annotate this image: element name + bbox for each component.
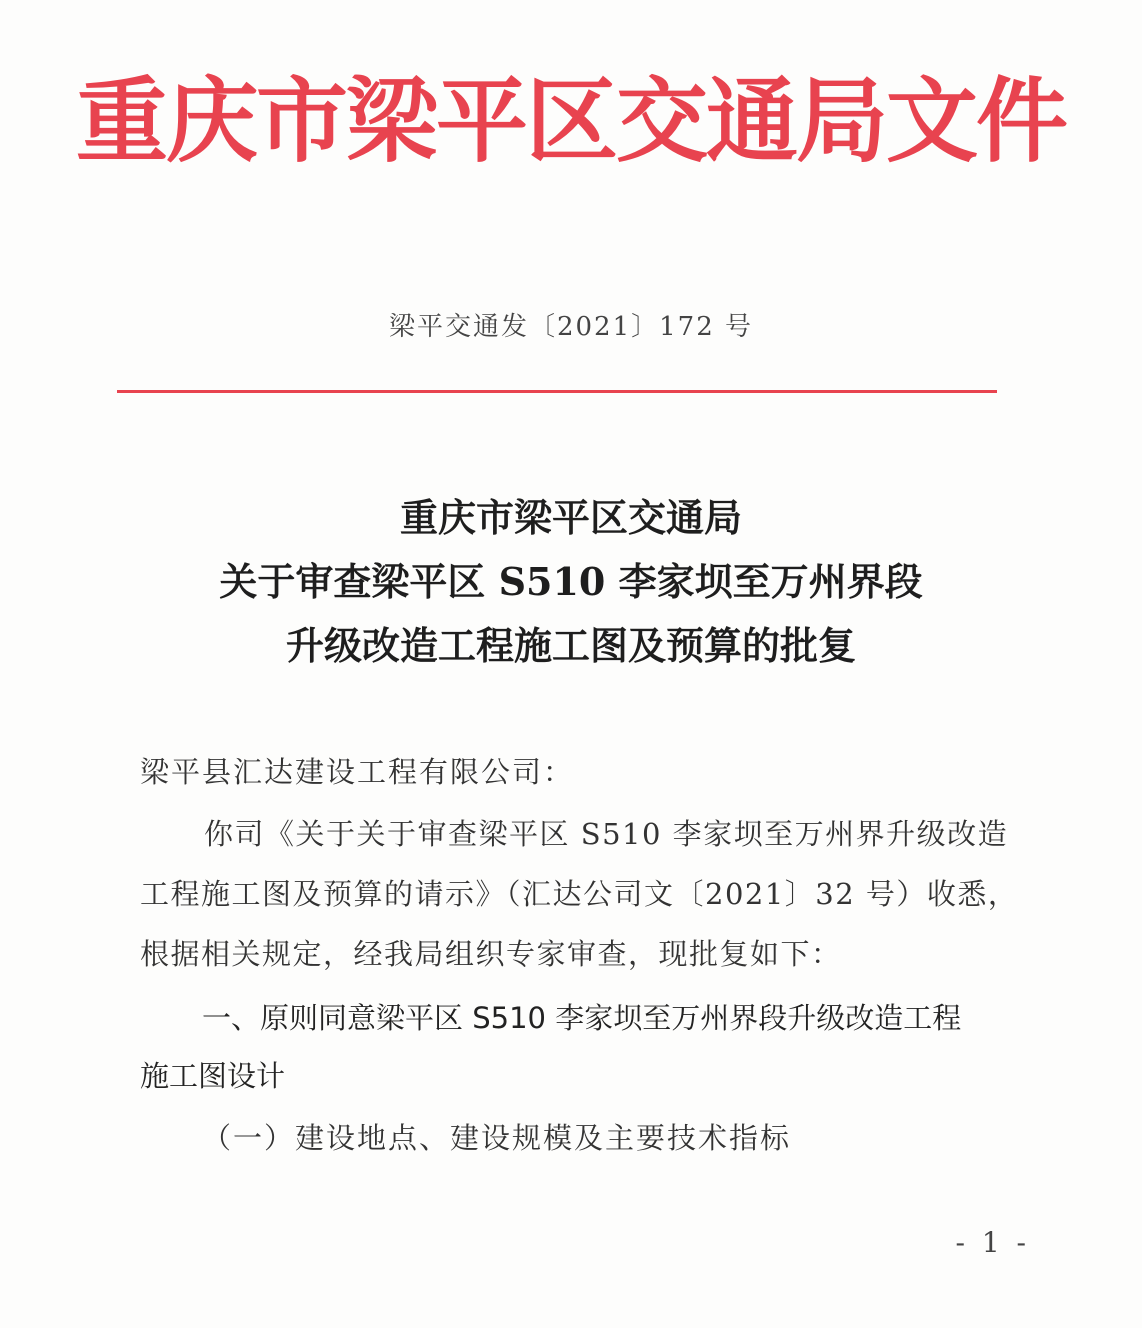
paragraph-1-line-2: 工程施工图及预算的请示》（汇达公司文〔2021〕32 号）收悉， [140,877,1019,911]
paragraph-1-line-1: 你司《关于关于审查梁平区 S510 李家坝至万州界升级改造 [204,817,1009,851]
title-line-2: 关于审查梁平区 S510 李家坝至万州界段 [219,559,923,604]
title-line-3: 升级改造工程施工图及预算的批复 [285,623,856,668]
paragraph-1-line-3: 根据相关规定，经我局组织专家审查，现批复如下： [140,937,842,971]
section-1-heading-line-1: 一、原则同意梁平区 S510 李家坝至万州界段升级改造工程 [202,1001,962,1035]
section-1-heading-line-2: 施工图设计 [140,1059,286,1093]
red-divider-line [117,390,997,393]
page-number: - 1 - [955,1226,1030,1259]
document-number: 梁平交通发〔2021〕172 号 [388,312,754,342]
subsection-1-heading: （一）建设地点、建设规模及主要技术指标 [202,1121,792,1155]
issuer-banner: 重庆市梁平区交通局文件 [75,68,1066,175]
title-line-1: 重庆市梁平区交通局 [399,495,742,540]
document-title [0,486,1142,678]
addressee: 梁平县汇达建设工程有限公司： [140,755,575,789]
